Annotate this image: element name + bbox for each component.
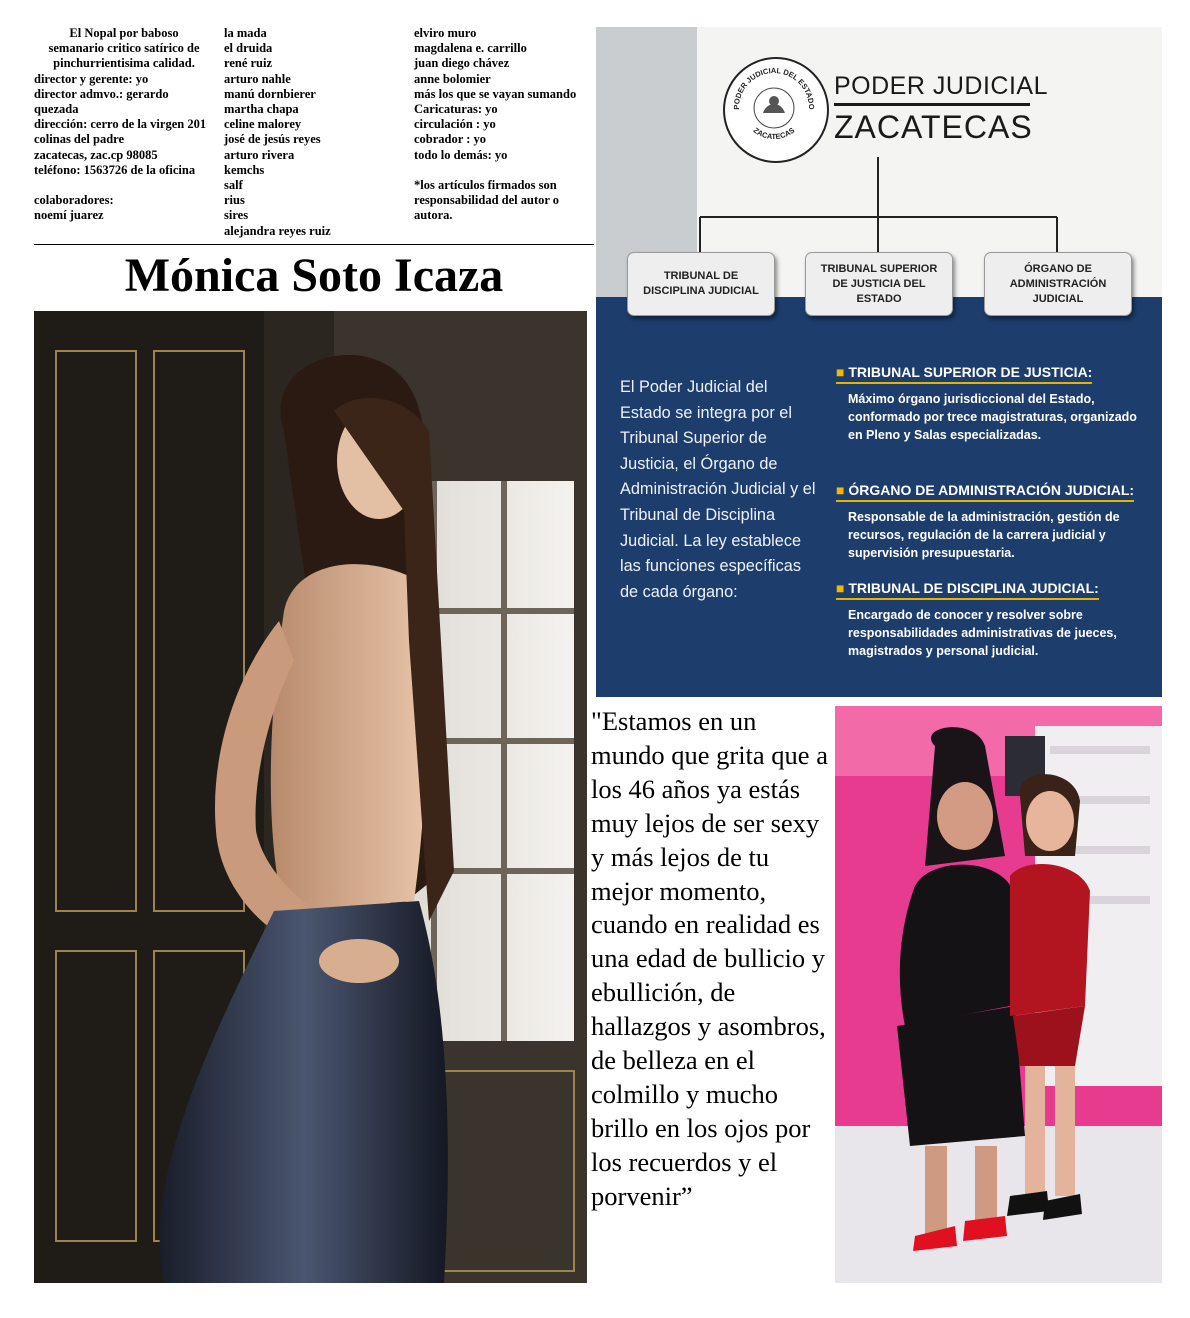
pull-quote: "Estamos en un mundo que grita que a los 46 años ya estás muy lejos de ser sexy y más lejos de tu mejor momento, cuando en realidad es una edad de bullicio y ebullición, de hallazgos y asombros, de belleza en el colmillo y mucho brillo en los ojos por los recuerdos y el porvenir” bbox=[591, 706, 828, 1211]
masthead-line: pinchurrientisima calidad. bbox=[53, 56, 195, 71]
masthead-line: más los que se vayan sumando bbox=[414, 86, 577, 101]
section-body: Encargado de conocer y resolver sobre responsabilidades administrativas de jueces, magistrados y personal judicial. bbox=[848, 608, 1117, 658]
seal-text-bottom: ZACATECAS bbox=[751, 125, 797, 142]
masthead-line: celine malorey bbox=[224, 117, 302, 132]
masthead-line: colaboradores: bbox=[34, 193, 114, 208]
masthead-line: circulación : yo bbox=[414, 117, 496, 132]
masthead-col-3 bbox=[414, 26, 594, 223]
masthead-divider bbox=[34, 244, 594, 245]
section-heading: ■ TRIBUNAL SUPERIOR DE JUSTICIA: bbox=[836, 363, 1092, 384]
masthead-spacer bbox=[34, 178, 214, 193]
masthead-line: cobrador : yo bbox=[414, 132, 486, 147]
section-tribunal-disciplina bbox=[836, 579, 1146, 660]
masthead-line: *los artículos firmados son responsabilidad del autor o autora. bbox=[414, 177, 560, 223]
masthead-line: el druida bbox=[224, 41, 273, 56]
org-box-administracion: ÓRGANO DE ADMINISTRACIÓN JUDICIAL bbox=[984, 252, 1132, 316]
seal-text-top: PODER JUDICIAL DEL ESTADO bbox=[731, 65, 817, 110]
masthead-line: martha chapa bbox=[224, 102, 299, 117]
masthead-col-2 bbox=[224, 26, 404, 239]
section-tribunal-superior bbox=[836, 363, 1146, 444]
section-body: Máximo órgano jurisdiccional del Estado, conformado por trece magistraturas, organizado en Pleno y Salas especializadas. bbox=[848, 392, 1137, 442]
section-heading: ■ ÓRGANO DE ADMINISTRACIÓN JUDICIAL: bbox=[836, 481, 1134, 502]
masthead-line: zacatecas, zac.cp 98085 bbox=[34, 147, 158, 162]
masthead-line: director admvo.: gerardo quezada bbox=[34, 86, 169, 117]
headline: Mónica Soto Icaza bbox=[124, 249, 504, 302]
masthead-line: todo lo demás: yo bbox=[414, 147, 508, 162]
org-box-tribunal-superior: TRIBUNAL SUPERIOR DE JUSTICIA DEL ESTADO bbox=[805, 252, 953, 316]
masthead-line: colinas del padre bbox=[34, 132, 125, 147]
masthead-line: rius bbox=[224, 193, 245, 208]
masthead-line: noemí juarez bbox=[34, 208, 104, 223]
masthead-spacer bbox=[414, 163, 594, 178]
title-line-2: ZACATECAS bbox=[834, 109, 1033, 145]
section-body: Responsable de la administración, gestión de recursos, regulación de la carrera judicial y supervisión presupuestaria. bbox=[848, 510, 1120, 560]
portrait-photo bbox=[34, 311, 587, 1283]
masthead-line: dirección: cerro de la virgen 201 bbox=[34, 117, 207, 132]
masthead-col-1 bbox=[34, 26, 214, 223]
masthead-line: director y gerente: yo bbox=[34, 71, 149, 86]
org-chart-connectors bbox=[596, 27, 1162, 257]
section-organo-administracion bbox=[836, 481, 1146, 562]
masthead-line: rené ruiz bbox=[224, 56, 273, 71]
masthead-line: teléfono: 1563726 de la oficina bbox=[34, 162, 196, 177]
masthead-line: josé de jesús reyes bbox=[224, 132, 321, 147]
org-box-disciplina: TRIBUNAL DE DISCIPLINA JUDICIAL bbox=[627, 252, 775, 316]
masthead-line: salf bbox=[224, 178, 243, 193]
infographic-intro-text: El Poder Judicial del Estado se integra por el Tribunal Superior de Justicia, el Órgano de Administración Judicial y el Tribunal de Disciplina Judicial. La ley establece las funciones específicas de cada órgano: bbox=[620, 378, 816, 601]
masthead-line: Caricaturas: yo bbox=[414, 102, 498, 117]
title-line-1: PODER JUDICIAL bbox=[834, 72, 1048, 100]
masthead-line: arturo nahle bbox=[224, 71, 291, 86]
judicial-infographic bbox=[596, 27, 1162, 697]
masthead-line: arturo rivera bbox=[224, 147, 295, 162]
masthead-line: alejandra reyes ruiz bbox=[224, 223, 331, 238]
portrait-illustration bbox=[34, 311, 587, 1283]
masthead-line: El Nopal por baboso bbox=[69, 26, 179, 40]
masthead-line: elviro muro bbox=[414, 26, 477, 40]
masthead-line: juan diego chávez bbox=[414, 56, 510, 71]
masthead-line: kemchs bbox=[224, 162, 265, 177]
masthead-line: sires bbox=[224, 208, 249, 223]
masthead-line: magdalena e. carrillo bbox=[414, 41, 527, 56]
store-illustration bbox=[835, 706, 1162, 1283]
masthead-line: semanario critico satírico de bbox=[48, 41, 200, 56]
masthead-line: manú dornbierer bbox=[224, 86, 316, 101]
store-photo bbox=[835, 706, 1162, 1283]
masthead-line: la mada bbox=[224, 26, 267, 40]
section-heading: ■ TRIBUNAL DE DISCIPLINA JUDICIAL: bbox=[836, 579, 1099, 600]
masthead-line: anne bolomier bbox=[414, 71, 491, 86]
